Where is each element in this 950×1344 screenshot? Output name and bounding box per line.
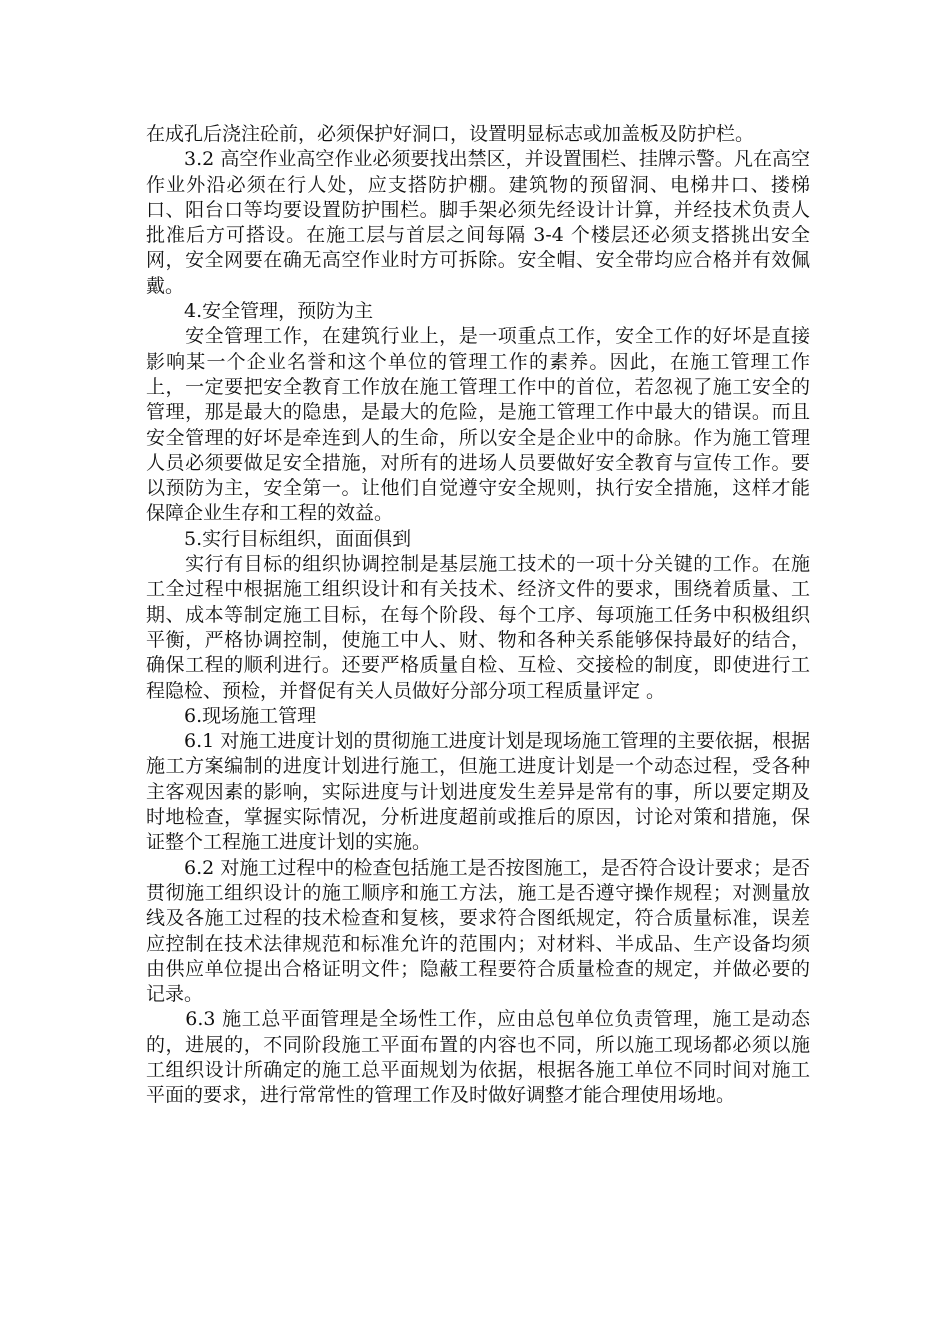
paragraph-3-2-high-altitude-work: 3.2 高空作业高空作业必须要找出禁区，并设置围栏、挂牌示警。凡在高空作业外沿必须在行人处，应支搭防护棚。建筑物的预留洞、电梯井口、搂梯口、阳台口等均要设置防护围栏。脚手架必须先经设计计算，并经技术负责人批准后方可搭设。在施工层与首层之间每隔 3-4 个楼层还必须支搭挑出安全网，安全网要在确无高空作业时方可拆除。安全帽、安全带均应合格并有效佩戴。 xyxy=(146,148,810,297)
heading-6-site-management: 6.现场施工管理 xyxy=(146,704,317,727)
paragraph-5-target-organization: 实行有目标的组织协调控制是基层施工技术的一项十分关键的工作。在施工全过程中根据施工组织设计和有关技术、经济文件的要求，围绕着质量、工期、成本等制定施工目标，在每个阶段、每个工序、每项施工任务中积极组织平衡，严格协调控制，使施工中人、财、物和各种关系能够保持最好的结合，确保工程的顺利进行。还要严格质量自检、互检、交接检的制度，即使进行工程隐检、预检，并督促有关人员做好分部分项工程质量评定 。 xyxy=(146,553,810,702)
paragraph-opening: 在成孔后浇注砼前，必须保护好洞口，设置明显标志或加盖板及防护栏。 xyxy=(146,123,755,145)
paragraph-6-1-schedule: 6.1 对施工进度计划的贯彻施工进度计划是现场施工管理的主要依据，根据施工方案编制的进度计划进行施工，但施工进度计划是一个动态过程，受各种主客观因素的影响，实际进度与计划进度发生差异是常有的事，所以要定期及时地检查，掌握实际情况，分析进度超前或推后的原因，讨论对策和措施，保证整个工程施工进度计划的实施。 xyxy=(146,730,810,854)
document-body xyxy=(146,122,810,1109)
heading-4-safety-management: 4.安全管理，预防为主 xyxy=(146,300,374,323)
paragraph-6-3-site-plan: 6.3 施工总平面管理是全场性工作，应由总包单位负责管理，施工是动态的，进展的，不同阶段施工平面布置的内容也不同，所以施工现场都必须以施工组织设计所确定的施工总平面规划为依据，根据各施工单位不同时间对施工平面的要求，进行常常性的管理工作及时做好调整才能合理使用场地。 xyxy=(146,1008,810,1107)
heading-5-target-organization: 5.实行目标组织，面面俱到 xyxy=(146,527,412,550)
paragraph-4-safety-management: 安全管理工作，在建筑行业上，是一项重点工作，安全工作的好坏是直接影响某一个企业名誉和这个单位的管理工作的素养。因此，在施工管理工作上，一定要把安全教育工作放在施工管理工作中的首位，若忽视了施工安全的管理，那是最大的隐患，是最大的危险，是施工管理工作中最大的错误。而且安全管理的好坏是牵连到人的生命，所以安全是企业中的命脉。作为施工管理人员必须要做足安全措施，对所有的进场人员要做好安全教育与宣传工作。要以预防为主，安全第一。让他们自觉遵守安全规则，执行安全措施，这样才能保障企业生存和工程的效益。 xyxy=(146,325,810,525)
paragraph-6-2-inspection: 6.2 对施工过程中的检查包括施工是否按图施工，是否符合设计要求；是否贯彻施工组织设计的施工顺序和施工方法，施工是否遵守操作规程；对测量放线及各施工过程的技术检查和复核，要求符合图纸规定，符合质量标准，误差应控制在技术法律规范和标准允许的范围内；对材料、半成品、生产设备均须由供应单位提出合格证明文件；隐蔽工程要符合质量检查的规定，并做必要的记录。 xyxy=(146,856,810,1006)
